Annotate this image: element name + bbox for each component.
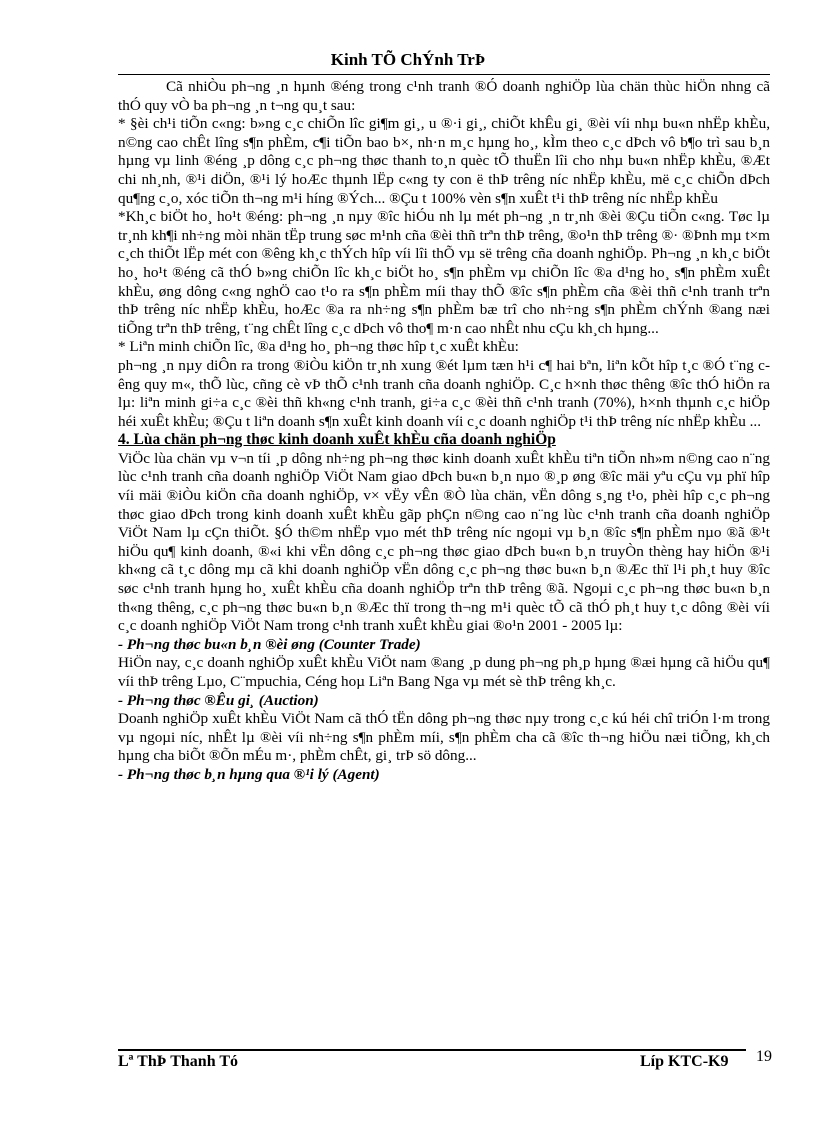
subsection-heading: - Ph¬ng thøc ®Êu gi¸ (Auction) <box>118 691 319 709</box>
body-paragraph: ViÖc lùa chän vµ v¬n tíi ¸p dông nh÷ng ph¬ng thøc kinh doanh xuÊt khÈu tiªn tiÕn nh»m n©ng cao n¨ng lùc c¹nh tranh cña doanh nghiÖp ViÖt Nam giao dÞch bu«n b¸n nµo ®¸p øng ®îc mäi yªu cÇu vµ phï hîp víi mäi ®iÒu kiÖn cña doanh nghiÖp, v× vËy vÊn ®Ò lùa chän, vËn dông s¸ng t¹o, phèi hîp c¸c ph¬ng thøc giao dÞch trong kinh doanh xuÊt khÈu gãp phÇn n©ng cao n¨ng lùc c¹nh tranh cña doanh nghiÖp ViÖt Nam lµ cÇn thiÕt. §Ó th©m nhËp vµo mét thÞ trêng níc ngoµi vµ b¸n ®îc s¶n phÈm nµo ®ã ®¹t hiÖu qu¶ kinh doanh, ®«i khi vËn dông c¸c ph¬ng thøc giao dÞch bu«n b¸n truyÒn thèng hay hiÖn ®¹i kh«ng cã t¸c dông mµ cã khi doanh nghiÖp vËn dông c¸c ph¬ng thøc bu«n b¸n ®Æc thï l¹i ph¸t huy ®îc søc c¹nh tranh hµng ho¸ xuÊt khÈu cña doanh nghiÖp trªn thÞ trêng ®ã. Ngoµi c¸c ph¬ng thøc bu«n b¸n th«ng thêng, c¸c ph¬ng thøc bu«n b¸n ®Æc thï trong th¬ng m¹i quèc tÕ cã thÓ ph¸t huy t¸c dông ®èi víi c¸c doanh nghiÖp ViÖt Nam trong c¹nh tranh xuÊt khÈu giai ®o¹n 2001 - 2005 lµ: <box>118 449 770 635</box>
body-paragraph: * §èi ch¹i tiÕn c«ng: b»ng c¸c chiÕn lîc gi¶m gi¸, u ®·i gi¸, chiÕt khÊu gi¸ ®èi víi nhµ bu«n nhËp khÈu, n©ng cao chÊt lîng s¶n phÈm, c¶i tiÕn bao b×, nh·n m¸c hµng ho¸, kÌm theo c¸c dÞch vô b¶o trì sau b¸n hµng vµ linh ®éng ¸p dông c¸c ph¬ng thøc thanh to¸n quèc tÕ thuËn lîi cho nhµ bu«n nhËp khÈu, ®Æt chi nh¸nh, ®¹i diÖn, ®¹i lý hoÆc thµnh lËp c«ng ty con ë thÞ trêng níc nhËp khÈu, më c¸c chiÕn dÞch qu¶ng c¸o, xóc tiÕn th¬ng m¹i híng ®Ých... ®Çu t 100% vèn s¶n xuÊt t¹i thÞ trêng níc nhËp khÈu <box>118 115 770 207</box>
footer-divider <box>118 1049 746 1051</box>
body-paragraph: Cã nhiÒu ph¬ng ¸n hµnh ®éng trong c¹nh tranh ®Ó doanh nghiÖp lùa chän thùc hiÖn nhng cã thÓ quy vÒ ba ph¬ng ¸n t¬ng qu¸t sau: <box>118 78 770 114</box>
header-divider <box>118 74 770 75</box>
body-paragraph: * Liªn minh chiÕn lîc, ®a d¹ng ho¸ ph¬ng thøc hîp t¸c xuÊt khÈu: <box>118 338 519 356</box>
body-paragraph: ph¬ng ¸n nµy diÔn ra trong ®iÒu kiÖn tr¸nh xung ®ét lµm tæn h¹i c¶ hai bªn, liªn kÕt hîp t¸c ®Ó t¨ng cêng quy m«, thÕ lùc, cñng cè vÞ thÕ c¹nh tranh cña doanh nghiÖp. C¸c h×nh thøc thêng ®îc thÓ hiÖn ra lµ: liªn minh gi÷a c¸c ®èi thñ kh«ng c¹nh tranh, gi÷a c¸c ®èi thñ c¹nh tranh (70%), h×nh thµnh c¸c hiÖp héi xuÊt khÈu; ®Çu t liªn doanh s¶n xuÊt kinh doanh víi c¸c doanh nghiÖp t¹i thÞ trêng níc nhËp khÈu ... <box>118 356 770 430</box>
body-paragraph: Doanh nghiÖp xuÊt khÈu ViÖt Nam cã thÓ tËn dông ph¬ng thøc nµy trong c¸c kú héi chî triÓn l·m trong vµ ngoµi níc, nhÊt lµ ®èi víi nh÷ng s¶n phÈm míi, s¶n phÈm cha cã ®îc th¬ng hiÖu næi tiÕng, kh¸ch hµng cha biÕt ®Õn mÉu m·, phÈm chÊt, gi¸ trÞ sö dông... <box>118 710 770 765</box>
footer-author: Lª ThÞ Thanh Tó <box>118 1053 238 1070</box>
subsection-heading: - Ph¬ng thøc b¸n hµng qua ®¹i lý (Agent) <box>118 765 380 783</box>
body-paragraph: HiÖn nay, c¸c doanh nghiÖp xuÊt khÈu ViÖt nam ®ang ¸p dung ph¬ng ph¸p hµng ®æi hµng cã hiÖu qu¶ víi thÞ trêng Lµo, C¨mpuchia, Céng hoµ Liªn Bang Nga vµ mét sè thÞ trêng kh¸c. <box>118 654 770 690</box>
page-number: 19 <box>756 1048 772 1065</box>
document-body <box>118 78 770 785</box>
section-heading: 4. Lùa chän ph¬ng thøc kinh doanh xuÊt khÈu cña doanh nghiÖp <box>118 431 556 449</box>
page-header-title: Kinh TÕ ChÝnh TrÞ <box>330 50 486 69</box>
footer-class-label: Líp KTC-K9 <box>640 1053 729 1070</box>
subsection-heading: - Ph¬ng thøc bu«n b¸n ®èi øng (Counter Trade) <box>118 635 421 653</box>
body-paragraph: *Kh¸c biÖt ho¸ ho¹t ®éng: ph¬ng ¸n nµy ®îc hiÓu nh lµ mét ph¬ng ¸n tr¸nh ®èi ®Çu tiÕn c«ng. Tøc lµ tr¸nh kh¶i nh÷ng mòi nhän tËp trung søc m¹nh cña ®èi thñ trªn thÞ trêng, ®o¹n thÞ trêng ®· ®Þnh mµ t×m c¸ch thiÕt lËp mét con ®êng kh¸c thÝch hîp víi lîi thÕ vµ së trêng cña doanh nghiÖp. Ph¬ng ¸n kh¸c biÖt ho¸ ho¹t ®éng cã thÓ b»ng chiÕn lîc kh¸c biÖt ho¸ s¶n phÈm vµ chiÕn lîc ®a d¹ng ho¸ s¶n phÈm xuÊt khÈu, øng dông c«ng nghÖ cao t¹o ra s¶n phÈm míi thay thÕ ®îc s¶n phÈm cña ®èi thñ c¹nh tranh trªn thÞ trêng níc nhËp khÈu, hoÆc ®a ra nh÷ng s¶n phÈm bæ trî cho nh÷ng s¶n phÈm chÝnh ®ang næi tiÕng trªn thÞ trêng, t¨ng chÊt lîng c¸c dÞch vô tho¶ m·n cao nhÊt nhu cÇu kh¸ch hµng... <box>118 208 770 337</box>
